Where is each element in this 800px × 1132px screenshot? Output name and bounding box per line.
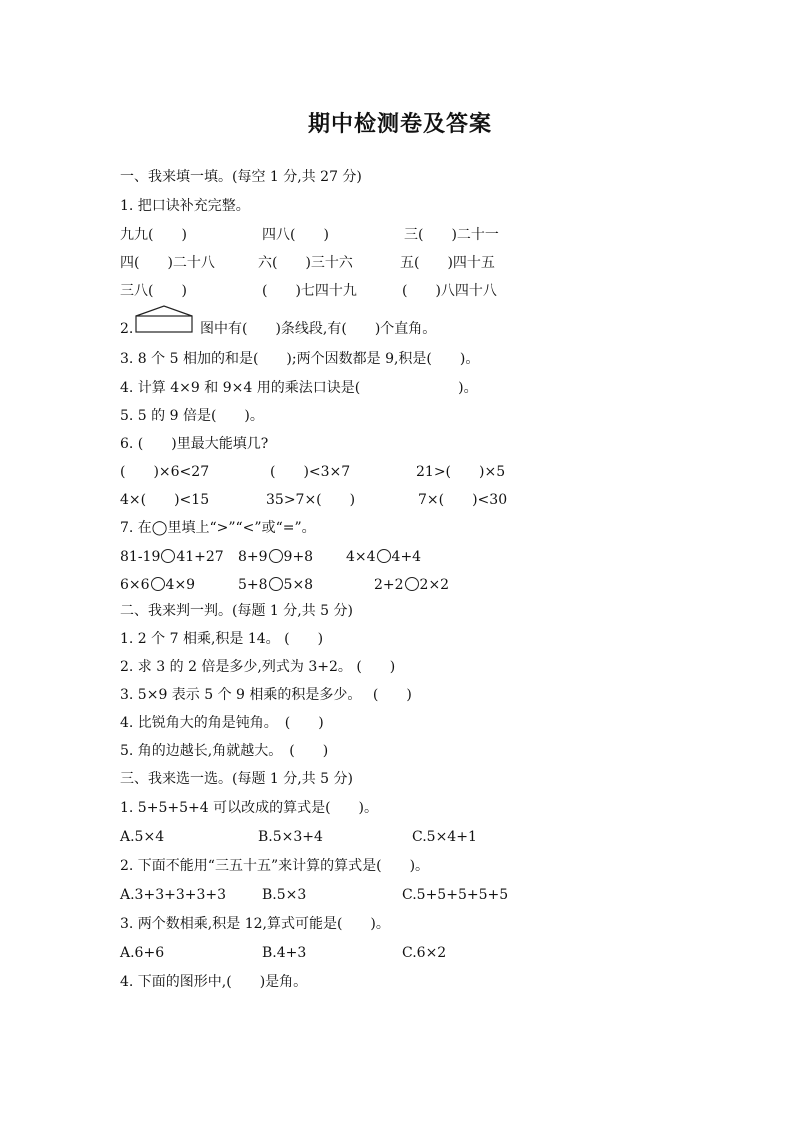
blank-item: 四( )二十八 [120, 255, 215, 271]
question-1-6: 6. ( )里最大能填几? [120, 436, 269, 452]
compare-right: 4×9 [165, 577, 196, 593]
question-1-3: 3. 8 个 5 相加的和是( );两个因数都是 9,积是( )。 [120, 351, 480, 367]
compare-item [120, 576, 195, 594]
question-1-2-number: 2. [120, 321, 134, 337]
judge-item: 3. 5×9 表示 5 个 9 相乘的积是多少。 ( ) [120, 687, 412, 703]
blank-item: ( )七四十九 [262, 283, 357, 299]
blank-item: 7×( )<30 [418, 492, 508, 508]
choice-option-a: A.5×4 [120, 829, 165, 845]
page-title: 期中检测卷及答案 [307, 112, 492, 137]
section-1-heading: 一、我来填一填。(每空 1 分,共 27 分) [120, 169, 362, 185]
compare-left: 81-19 [120, 549, 161, 565]
choice-option-b: B.4+3 [262, 945, 307, 961]
compare-circle[interactable] [269, 577, 283, 591]
blank-item: 四八( ) [262, 227, 329, 243]
judge-item: 5. 角的边越长,角就越大。 ( ) [120, 743, 329, 759]
section-2-heading: 二、我来判一判。(每题 1 分,共 5 分) [120, 603, 353, 619]
choice-option-a: A.6+6 [120, 945, 165, 961]
section-3-heading: 三、我来选一选。(每题 1 分,共 5 分) [120, 771, 353, 787]
blank-item: 九九( ) [120, 227, 187, 243]
question-1-1: 1. 把口诀补充完整。 [120, 198, 250, 214]
blank-item: ( )×6<27 [120, 464, 210, 480]
compare-right: 2×2 [419, 577, 450, 593]
question-1-7: 7. 在◯里填上“>”“<”或“=”。 [120, 520, 316, 536]
compare-left: 8+9 [238, 549, 268, 565]
choice-question: 1. 5+5+5+4 可以改成的算式是( )。 [120, 800, 379, 816]
blank-item: 4×( )<15 [120, 492, 210, 508]
judge-item: 4. 比锐角大的角是钝角。 ( ) [120, 715, 324, 731]
choice-option-c: C.5+5+5+5+5 [402, 887, 509, 903]
compare-item [374, 576, 449, 594]
compare-right: 41+27 [176, 549, 224, 565]
blank-item: 21>( )×5 [416, 464, 506, 480]
compare-circle[interactable] [151, 577, 165, 591]
compare-left: 2+2 [374, 577, 404, 593]
question-1-2: 图中有( )条线段,有( )个直角。 [200, 321, 437, 337]
compare-circle[interactable] [269, 549, 283, 563]
choice-option-c: C.5×4+1 [412, 829, 477, 845]
question-1-4: 4. 计算 4×9 和 9×4 用的乘法口诀是( )。 [120, 380, 478, 396]
choice-question: 4. 下面的图形中,( )是角。 [120, 974, 308, 990]
question-1-5: 5. 5 的 9 倍是( )。 [120, 408, 264, 424]
compare-left: 4×4 [346, 549, 376, 565]
judge-item: 1. 2 个 7 相乘,积是 14。 ( ) [120, 631, 324, 647]
compare-right: 5×8 [283, 577, 314, 593]
pentagon-figure [134, 304, 196, 334]
compare-item [238, 548, 313, 566]
compare-circle[interactable] [405, 577, 419, 591]
compare-left: 5+8 [238, 577, 268, 593]
compare-item [346, 548, 421, 566]
compare-circle[interactable] [161, 549, 175, 563]
compare-right: 4+4 [391, 549, 422, 565]
blank-item: ( )八四十八 [402, 283, 497, 299]
compare-item [120, 548, 224, 566]
choice-question: 2. 下面不能用“三五十五”来计算的算式是( )。 [120, 858, 430, 874]
choice-option-b: B.5×3 [262, 887, 307, 903]
compare-left: 6×6 [120, 577, 150, 593]
blank-item: 35>7×( ) [266, 492, 356, 508]
compare-item [238, 576, 313, 594]
choice-question: 3. 两个数相乘,积是 12,算式可能是( )。 [120, 916, 390, 932]
blank-item: 五( )四十五 [400, 255, 495, 271]
blank-item: ( )<3×7 [270, 464, 351, 480]
blank-item: 六( )三十六 [258, 255, 353, 271]
judge-item: 2. 求 3 的 2 倍是多少,列式为 3+2。 ( ) [120, 659, 396, 675]
choice-option-c: C.6×2 [402, 945, 447, 961]
choice-option-a: A.3+3+3+3+3 [120, 887, 227, 903]
blank-item: 三( )二十一 [404, 227, 499, 243]
blank-item: 三八( ) [120, 283, 187, 299]
choice-option-b: B.5×3+4 [258, 829, 323, 845]
compare-circle[interactable] [377, 549, 391, 563]
compare-right: 9+8 [283, 549, 314, 565]
